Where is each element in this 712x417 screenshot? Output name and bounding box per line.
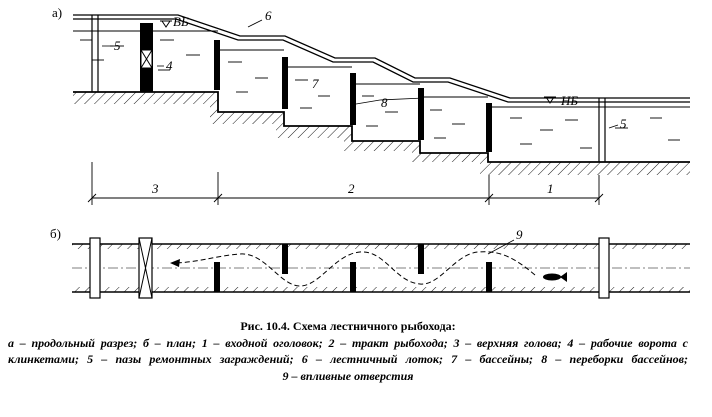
plan-slot-left	[90, 238, 100, 298]
upper-level-marker	[160, 14, 189, 29]
caption-body: а – продольный разрез; б – план; 1 – входной оголовок; 2 – тракт рыбохода; 3 – верхняя голова; 4 – рабочие ворота с клинкетами; 5 – пазы ремонтных заграждений; 6 – лестничный лоток; 7 – бассейны; 8 – переборки бассейнов;	[8, 335, 688, 366]
callouts-a	[102, 20, 618, 128]
caption-last-line: 9 – впливные отверстия	[282, 368, 414, 383]
part-b-label: б)	[50, 226, 61, 241]
svg-text:НБ: НБ	[561, 93, 579, 108]
callout-6: 6	[265, 8, 272, 23]
fish-icon	[543, 272, 567, 282]
lower-level-marker	[544, 93, 578, 108]
caption-title: Рис. 10.4. Схема лестничного рыбохода:	[240, 319, 456, 333]
callout-9: 9	[516, 227, 523, 242]
plan-working-gate	[139, 238, 152, 298]
dimension-1: 1	[547, 181, 554, 196]
callout-7: 7	[312, 76, 319, 91]
fish-path-arrowhead	[170, 259, 180, 267]
callout-8: 8	[381, 95, 388, 110]
part-a-label: а)	[52, 5, 63, 20]
plan-slot-right	[599, 238, 609, 298]
basin-partitions	[214, 40, 492, 152]
callout-5-right: 5	[620, 116, 627, 131]
callout-5-left: 5	[114, 38, 121, 53]
svg-text:ВБ: ВБ	[173, 14, 189, 29]
callout-4: 4	[166, 58, 173, 73]
dimension-3: 3	[152, 181, 159, 196]
working-gate	[140, 23, 153, 92]
figure-caption	[8, 318, 688, 384]
dimension-2: 2	[348, 181, 355, 196]
